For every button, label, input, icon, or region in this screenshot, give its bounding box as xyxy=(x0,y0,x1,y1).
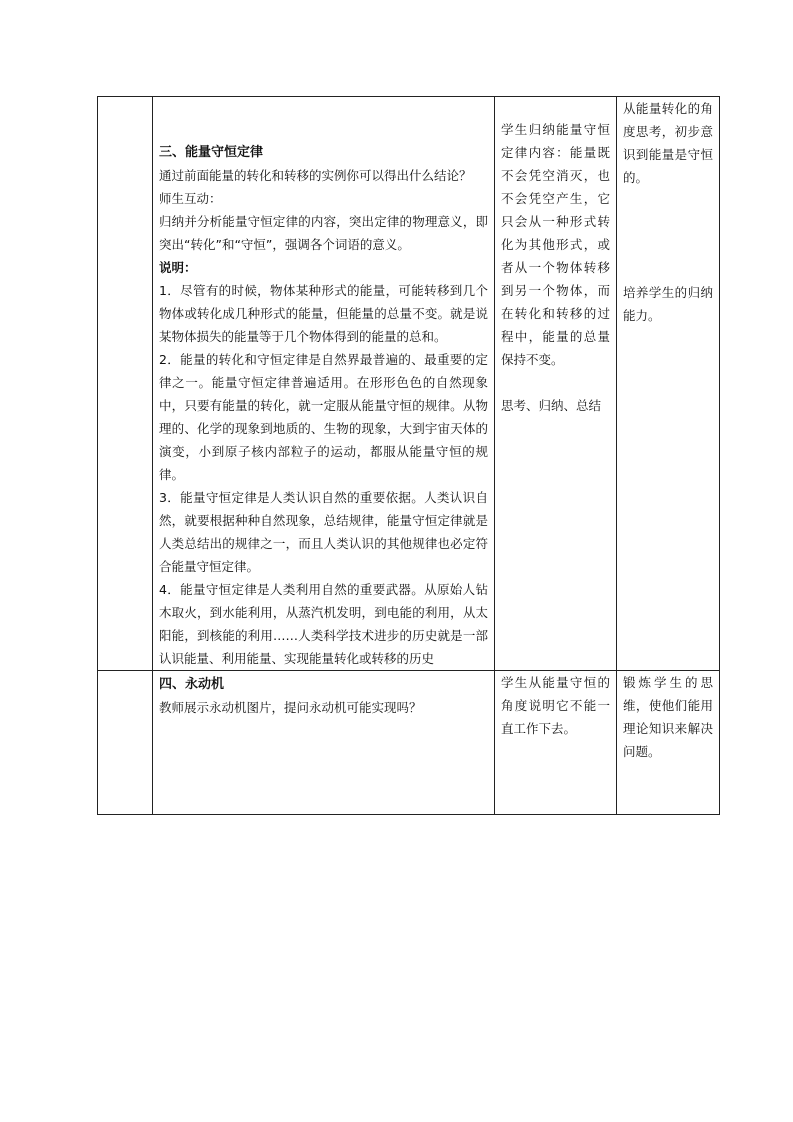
section3-design-intent: 从能量转化的角度思考，初步意识到能量是守恒的。 xyxy=(623,101,713,185)
table-row-section4 xyxy=(98,671,720,815)
stage-cell-section3 xyxy=(98,97,153,671)
table-row-section3 xyxy=(98,97,720,671)
section3-question: 通过前面能量的转化和转移的实例你可以得出什么结论？ xyxy=(159,168,472,183)
section3-interaction-text: 归纳并分析能量守恒定律的内容，突出定律的物理意义，即突出“转化”和“守恒”，强调各个词语的意义。 xyxy=(159,214,488,252)
stage-cell-section4 xyxy=(98,671,153,815)
student-cell-section3 xyxy=(495,97,617,671)
content-cell-section4 xyxy=(153,671,495,815)
section4-teacher-text: 教师展示永动机图片，提问永动机可能实现吗？ xyxy=(159,700,422,715)
intent-cell-section4 xyxy=(617,671,720,815)
intent-cell-section3 xyxy=(617,97,720,671)
section3-student-activity-2: 思考、归纳、总结 xyxy=(501,398,602,413)
section4-design-intent: 锻炼学生的思维，使他们能用理论知识来解决问题。 xyxy=(623,675,713,759)
section3-point-1: 1．尽管有的时候，物体某种形式的能量，可能转移到几个物体或转化成几种形式的能量，但能量的总量不变。就是说某物体损失的能量等于几个物体得到的能量的总和。 xyxy=(159,283,488,344)
section3-point-3: 3．能量守恒定律是人类认识自然的重要依据。人类认识自然，就要根据种种自然现象，总结规律，能量守恒定律就是人类总结出的规律之一，而且人类认识的其他规律也必定符合能量守恒定律。 xyxy=(159,490,488,574)
student-cell-section4 xyxy=(495,671,617,815)
lesson-plan-table xyxy=(97,96,720,815)
section3-design-intent-2: 培养学生的归纳能力。 xyxy=(623,285,713,323)
section3-point-4: 4．能量守恒定律是人类利用自然的重要武器。从原始人钻木取火，到水能利用，从蒸汽机发明，到电能的利用，从太阳能，到核能的利用……人类科学技术进步的历史就是一部认识能量、利用能量、实现能量转化或转移的历史 xyxy=(159,582,488,666)
section3-student-activity: 学生归纳能量守恒定律内容：能量既不会凭空消灭，也不会凭空产生，它只会从一种形式转化为其他形式，或者从一个物体转移到另一个物体，而在转化和转移的过程中，能量的总量保持不变。 xyxy=(501,122,610,367)
section4-title: 四、永动机 xyxy=(159,677,225,692)
section3-explain-label: 说明： xyxy=(159,260,197,275)
section3-point-2: 2．能量的转化和守恒定律是自然界最普遍的、最重要的定律之一。能量守恒定律普遍适用。在形形色色的自然现象中，只要有能量的转化，就一定服从能量守恒的规律。从物理的、化学的现象到地质的、生物的现象，大到宇宙天体的演变，小到原子核内部粒子的运动，都服从能量守恒的规律。 xyxy=(159,352,488,482)
section3-interaction-label: 师生互动： xyxy=(159,191,222,206)
section3-title: 三、能量守恒定律 xyxy=(159,145,264,160)
section4-student-activity: 学生从能量守恒的角度说明它不能一直工作下去。 xyxy=(501,675,610,736)
content-cell-section3 xyxy=(153,97,495,671)
